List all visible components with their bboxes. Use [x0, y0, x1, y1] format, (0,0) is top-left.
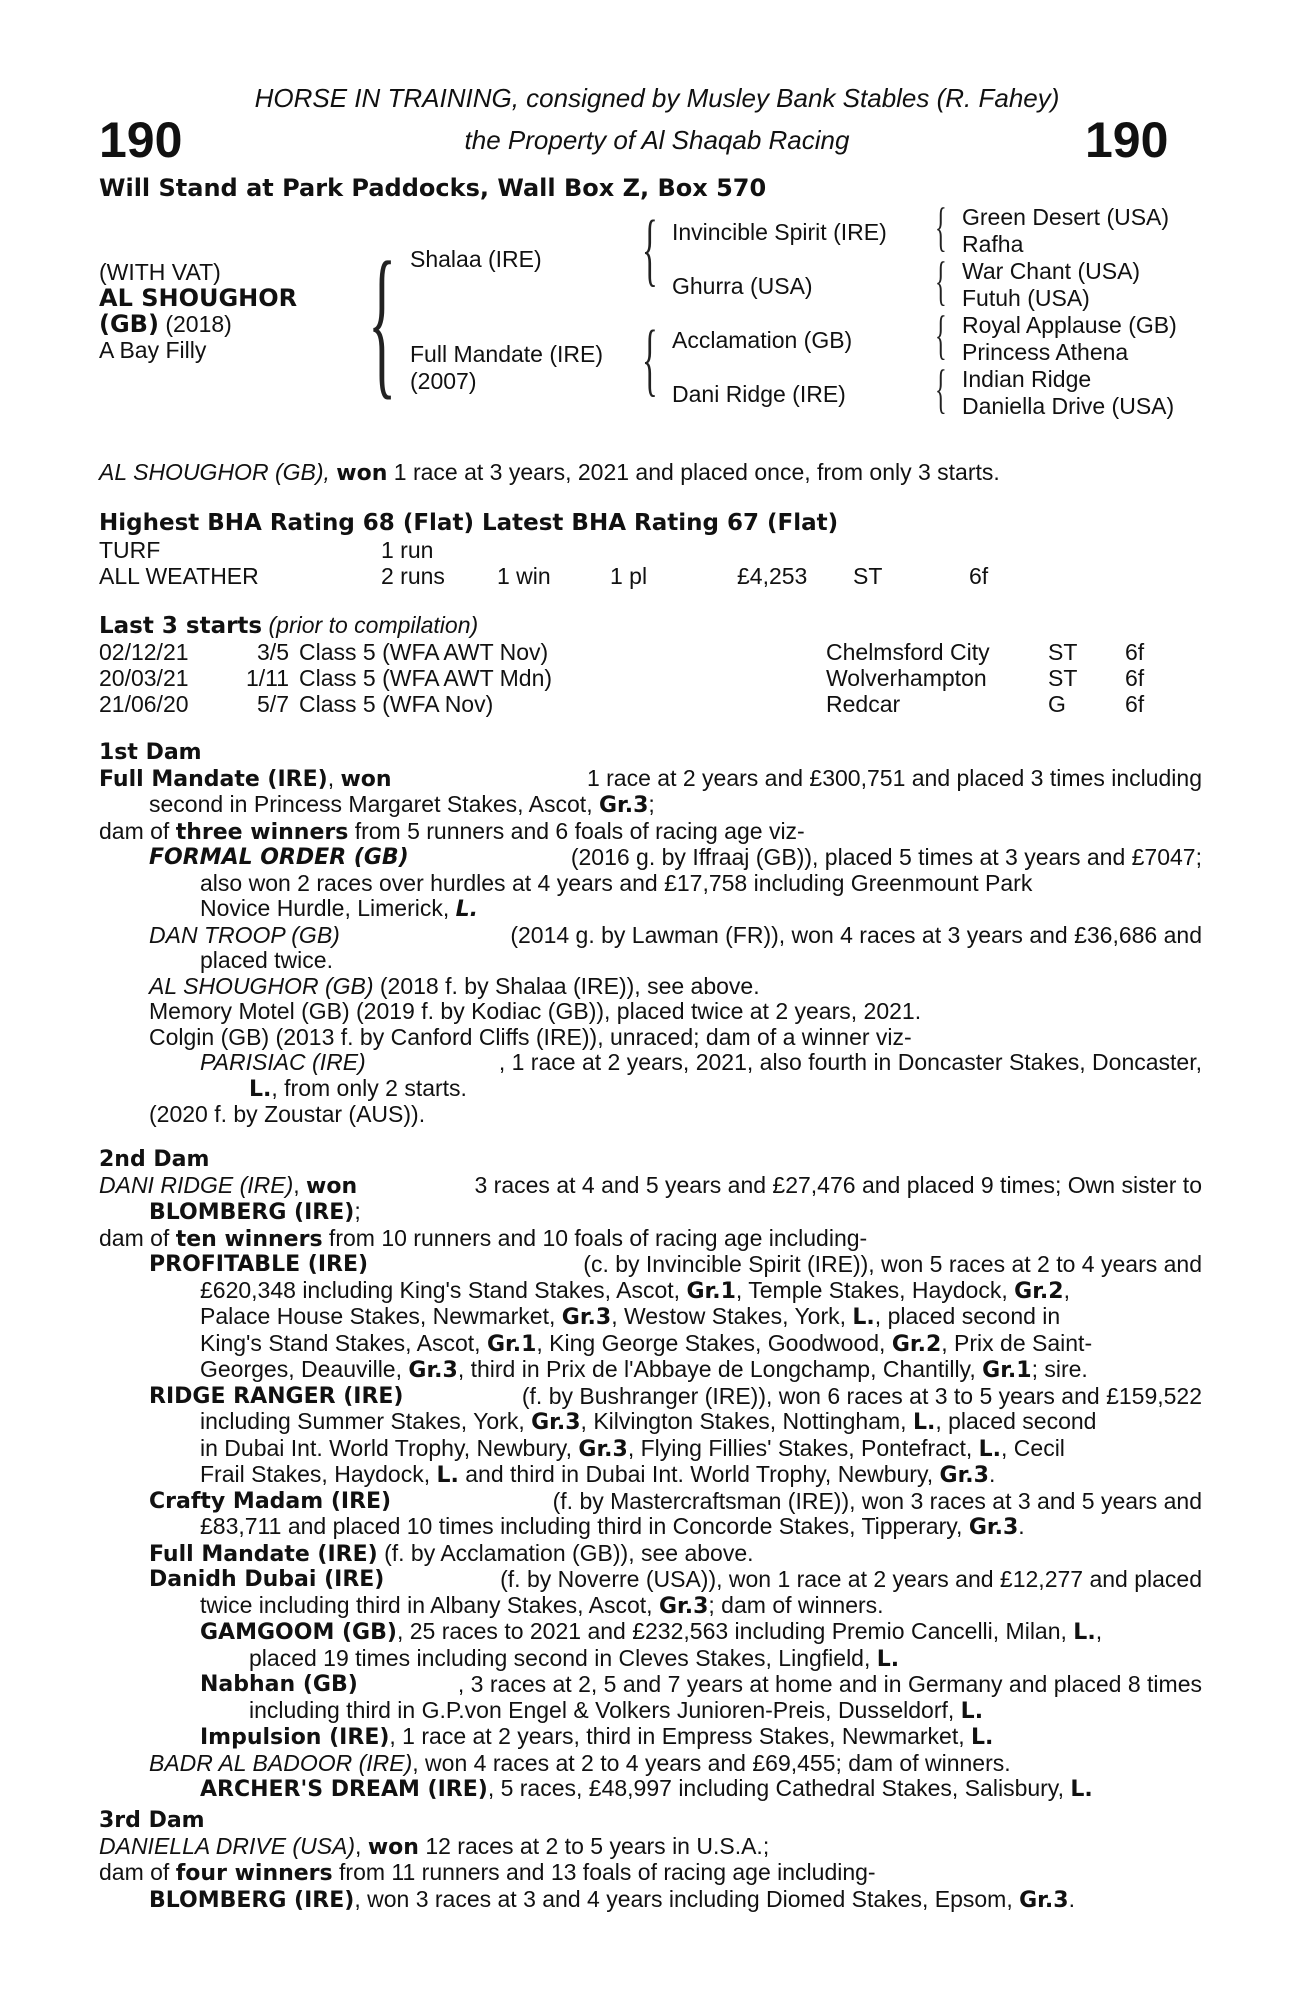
- section-heading: 1st Dam: [99, 740, 202, 765]
- dam2-line: Georges, Deauville, Gr.3, third in Prix de l'Abbaye de Longchamp, Chantilly, Gr.1; sire.: [200, 1356, 1088, 1383]
- horse-year: (2018): [165, 311, 232, 337]
- dam1-line: dam of three winners from 5 runners and 6 foals of racing age viz-: [99, 817, 805, 845]
- ancestor-3: War Chant (USA): [962, 258, 1141, 284]
- dam2-line: £83,711 and placed 10 times including third in Concorde Stakes, Tipperary, Gr.3.: [200, 1513, 1025, 1540]
- dam2-line: dam of ten winners from 10 runners and 10 foals of racing age including-: [99, 1224, 868, 1252]
- last-starts-table: [99, 639, 1144, 717]
- horse-name: AL SHOUGHOR: [99, 284, 298, 312]
- table-row: 21/06/20 5/7 Class 5 (WFA Nov) Redcar G 6f: [99, 691, 1145, 717]
- horse-country: (GB): [99, 310, 159, 338]
- first-dam-section: [99, 740, 1202, 1128]
- lot-number-left: 190: [99, 112, 183, 168]
- last-starts-heading: Last 3 starts (prior to compilation): [99, 612, 479, 639]
- table-row: 20/03/21 1/11 Class 5 (WFA AWT Mdn) Wolverhampton ST 6f: [99, 665, 1145, 691]
- dam2-line: PROFITABLE (IRE) (c. by Invincible Spirit (IRE)), won 5 races at 2 to 4 years and: [149, 1251, 1202, 1277]
- dam2-line: Palace House Stakes, Newmarket, Gr.3, Westow Stakes, York, L., placed second in: [200, 1303, 1061, 1330]
- ancestor-4: Futuh (USA): [962, 285, 1090, 311]
- dam2-line: BADR AL BADOOR (IRE), won 4 races at 2 to 4 years and £69,455; dam of winners.: [149, 1749, 1011, 1776]
- sire: Shalaa (IRE): [410, 246, 542, 272]
- ratings-table: [99, 537, 988, 589]
- dam1-line: Full Mandate (IRE), won 1 race at 2 years and £300,751 and placed 3 times including: [99, 764, 1202, 792]
- dam2-line: BLOMBERG (IRE);: [149, 1198, 361, 1225]
- ancestor-7: Indian Ridge: [962, 366, 1092, 392]
- dam1-line: also won 2 races over hurdles at 4 years and £17,758 including Greenmount Park: [200, 869, 1033, 896]
- dam1-line: L., from only 2 starts.: [249, 1074, 467, 1102]
- dam1-line: Memory Motel (GB) (2019 f. by Kodiac (GB)), placed twice at 2 years, 2021.: [149, 998, 922, 1024]
- granddam-maternal: Dani Ridge (IRE): [672, 381, 846, 407]
- dam1-line: FORMAL ORDER (GB) (2016 g. by Iffraaj (GB)), placed 5 times at 3 years and £7047;: [149, 844, 1202, 870]
- dam1-line: second in Princess Margaret Stakes, Ascot, Gr.3;: [149, 791, 655, 818]
- dam-year: (2007): [410, 368, 477, 394]
- horse-id: [99, 259, 297, 363]
- dam2-line: Crafty Madam (IRE) (f. by Mastercraftsman (IRE)), won 3 races at 3 and 5 years and: [149, 1487, 1202, 1514]
- dam1-line: Novice Hurdle, Limerick, L.: [200, 895, 479, 922]
- dam2-line: including third in G.P.von Engel & Volkers Junioren-Preis, Dusseldorf, L.: [249, 1696, 984, 1724]
- dam2-line: King's Stand Stakes, Ascot, Gr.1, King George Stakes, Goodwood, Gr.2, Prix de Saint-: [200, 1329, 1093, 1357]
- ancestor-8: Daniella Drive (USA): [962, 393, 1175, 419]
- dam2-line: GAMGOOM (GB), 25 races to 2021 and £232,563 including Premio Cancelli, Milan, L.,: [200, 1618, 1103, 1645]
- property-line: the Property of Al Shaqab Racing: [464, 125, 850, 155]
- dam1-line: AL SHOUGHOR (GB) (2018 f. by Shalaa (IRE)), see above.: [149, 972, 760, 999]
- dam2-line: ARCHER'S DREAM (IRE), 5 races, £48,997 including Cathedral Stakes, Salisbury, L.: [200, 1775, 1093, 1802]
- second-dam-section: [99, 1147, 1202, 1803]
- dam2-line: £620,348 including King's Stand Stakes, Ascot, Gr.1, Temple Stakes, Haydock, Gr.2,: [200, 1276, 1070, 1304]
- dam2-line: placed 19 times including second in Cleves Stakes, Lingfield, L.: [249, 1644, 900, 1672]
- dam1-line: (2020 f. by Zoustar (AUS)).: [149, 1101, 426, 1127]
- dam1-line: placed twice.: [200, 947, 333, 973]
- table-row: 02/12/21 3/5 Class 5 (WFA AWT Nov) Chelmsford City ST 6f: [99, 639, 1145, 665]
- dam3-line: DANIELLA DRIVE (USA), won 12 races at 2 to 5 years in U.S.A.;: [99, 1832, 770, 1860]
- consignor-line: HORSE IN TRAINING, consigned by Musley Bank Stables (R. Fahey): [254, 83, 1060, 113]
- ancestor-1: Green Desert (USA): [962, 204, 1170, 230]
- ancestor-6: Princess Athena: [962, 339, 1129, 365]
- dam1-line: Colgin (GB) (2013 f. by Canford Cliffs (IRE)), unraced; dam of a winner viz-: [149, 1023, 912, 1050]
- ancestor-5: Royal Applause (GB): [962, 312, 1177, 338]
- dam2-line: Impulsion (IRE), 1 race at 2 years, third in Empress Stakes, Newmarket, L.: [200, 1723, 994, 1750]
- stand-line: Will Stand at Park Paddocks, Wall Box Z, Box 570: [99, 174, 767, 202]
- bha-rating: Highest BHA Rating 68 (Flat) Latest BHA Rating 67 (Flat): [99, 510, 839, 536]
- dam1-line: PARISIAC (IRE) , 1 race at 2 years, 2021, also fourth in Doncaster Stakes, Doncaster,: [200, 1049, 1202, 1075]
- table-row: ALL WEATHER 2 runs 1 win 1 pl £4,253 ST 6f: [99, 563, 989, 589]
- ancestor-2: Rafha: [962, 231, 1024, 257]
- vat-label: (WITH VAT): [99, 259, 221, 285]
- table-row: TURF 1 run: [99, 537, 434, 563]
- grandsire-maternal: Acclamation (GB): [672, 327, 853, 353]
- grandsire-paternal: Invincible Spirit (IRE): [672, 219, 887, 245]
- section-heading: 2nd Dam: [99, 1147, 210, 1172]
- dam2-line: twice including third in Albany Stakes, Ascot, Gr.3; dam of winners.: [200, 1591, 884, 1619]
- granddam-paternal: Ghurra (USA): [672, 273, 813, 299]
- lot-number-right: 190: [1085, 112, 1169, 168]
- dam2-line: Frail Stakes, Haydock, L. and third in Dubai Int. World Trophy, Newbury, Gr.3.: [200, 1461, 996, 1488]
- horse-description: A Bay Filly: [99, 337, 207, 363]
- dam: Full Mandate (IRE): [410, 341, 604, 367]
- third-dam-section: [99, 1808, 1202, 1913]
- dam1-line: DAN TROOP (GB) (2014 g. by Lawman (FR)), won 4 races at 3 years and £36,686 and: [149, 921, 1202, 948]
- dam2-line: Nabhan (GB) , 3 races at 2, 5 and 7 years at home and in Germany and placed 8 times: [200, 1671, 1202, 1697]
- dam2-line: including Summer Stakes, York, Gr.3, Kilvington Stakes, Nottingham, L., placed second: [200, 1408, 1097, 1435]
- dam2-line: in Dubai Int. World Trophy, Newbury, Gr.3, Flying Fillies' Stakes, Pontefract, L., Cecil: [200, 1434, 1065, 1462]
- dam2-line: Danidh Dubai (IRE) (f. by Noverre (USA)), won 1 race at 2 years and £12,277 and placed: [149, 1566, 1202, 1592]
- dam3-line: BLOMBERG (IRE), won 3 races at 3 and 4 years including Diomed Stakes, Epsom, Gr.3.: [149, 1885, 1075, 1913]
- dam3-line: dam of four winners from 11 runners and 13 foals of racing age including-: [99, 1859, 876, 1886]
- dam2-line: DANI RIDGE (IRE), won 3 races at 4 and 5 years and £27,476 and placed 9 times; Own sister to: [99, 1171, 1202, 1199]
- race-summary: AL SHOUGHOR (GB), won 1 race at 3 years, 2021 and placed once, from only 3 starts.: [99, 459, 1000, 486]
- dam2-line: Full Mandate (IRE) (f. by Acclamation (GB)), see above.: [149, 1539, 754, 1567]
- dam2-line: RIDGE RANGER (IRE) (f. by Bushranger (IRE)), won 6 races at 3 to 5 years and £159,522: [149, 1382, 1202, 1409]
- section-heading: 3rd Dam: [99, 1808, 205, 1833]
